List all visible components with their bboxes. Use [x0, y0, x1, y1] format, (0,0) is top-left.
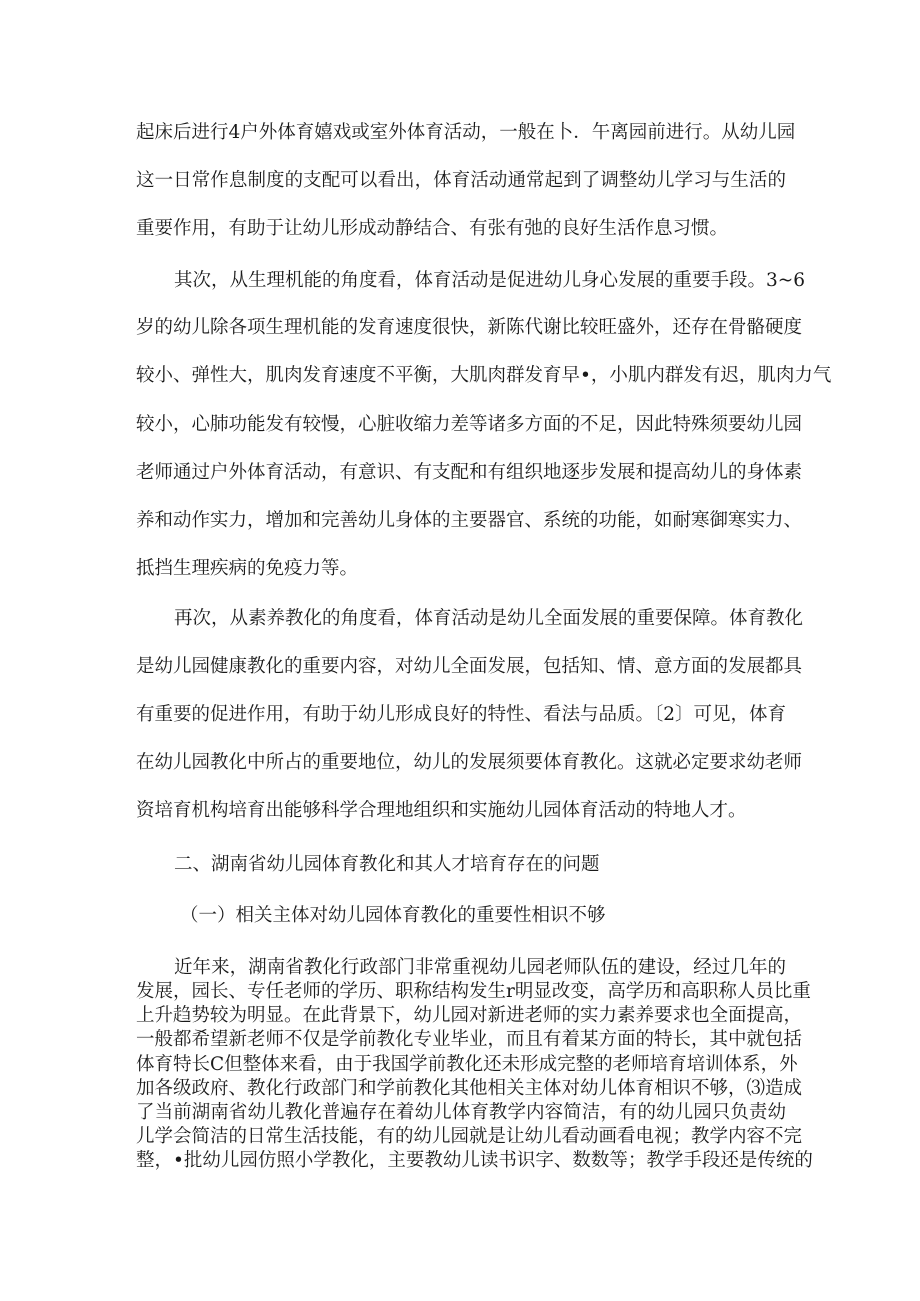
text-line: 资培育机构培育出能够科学合理地组织和实施幼儿园体育活动的特地人才。: [136, 800, 747, 821]
text-line: 上升趋势较为明显。在此背景下，幼儿园对新进老师的实力素养要求也全面提高，: [136, 1005, 803, 1026]
text-line: 养和动作实力，增加和完善幼儿身体的主要器官、系统的功能，如耐寒御寒实力、: [136, 510, 803, 531]
text-line: 起床后进行4户外体育嬉戏或室外体育活动，一般在卜．午离园前进行。从幼儿园: [136, 122, 796, 143]
section-heading: 二、湖南省幼儿园体育教化和其人才培育存在的问题: [174, 854, 600, 875]
text-line: 在幼儿园教化中所占的重要地位，幼儿的发展须要体育教化。这就必定要求幼老师: [136, 752, 803, 773]
text-line: 整，•批幼儿园仿照小学教化，主要教幼儿读书识字、数数等；教学手段还是传统的: [136, 1150, 813, 1171]
text-line: 了当前湖南省幼儿教化普遍存在着幼儿体育教学内容简洁，有的幼儿园只负责幼: [136, 1102, 786, 1123]
section-subheading: （一）相关主体对幼儿园体育教化的重要性相识不够: [180, 905, 606, 926]
text-line: 一般都希望新老师不仅是学前教化专业毕业，而且有着某方面的特长，其中就包括: [136, 1029, 803, 1050]
text-line: 较小，心肺功能发有较慢，心脏收缩力差等诸多方面的不足，因此特殊须要幼儿园: [136, 414, 803, 435]
text-line: 重要作用，有助于让幼儿形成动静结合、有张有弛的良好生活作息习惯。: [136, 218, 729, 239]
text-line: 岁的幼儿除各项生理机能的发育速度很快，新陈代谢比较旺盛外，还存在骨骼硬度: [136, 317, 803, 338]
text-line: 儿学会简洁的日常生活技能，有的幼儿园就是让幼儿看动画看电视；教学内容不完: [136, 1126, 803, 1147]
text-line: 老师通过户外体育活动，有意识、有支配和有组织地逐步发展和提高幼儿的身体素: [136, 462, 803, 483]
text-line: 体育特长C但整体来看，由于我国学前教化还未形成完整的老师培育培训体系，外: [136, 1054, 798, 1075]
text-line: 发展，园长、专任老师的学历、职称结构发生r明显改变，高学历和高职称人员比重: [136, 981, 811, 1002]
text-line: 再次，从素养教化的角度看，体育活动是幼儿全面发展的重要保障。体育教化: [174, 608, 804, 629]
text-line: 加各级政府、教化行政部门和学前教化其他相关主体对幼儿体育相识不够，⑶造成: [136, 1078, 803, 1099]
text-line: 抵挡生理疾病的免疫力等。: [136, 558, 359, 579]
text-line: 较小、弹性大，肌肉发育速度不平衡，大肌肉群发育早•，小肌内群发有迟，肌肉力气: [136, 365, 832, 386]
text-line: 其次，从生理机能的角度看，体育活动是促进幼儿身心发展的重要手段。3~6: [174, 270, 806, 291]
text-line: 是幼儿园健康教化的重要内容，对幼儿全面发展，包括知、情、意方面的发展都具: [136, 656, 803, 677]
text-line: 有重要的促进作用，有助于幼儿形成良好的特性、看法与品质。〔2〕可见，体育: [136, 704, 787, 725]
text-line: 这一日常作息制度的支配可以看出，体育活动通常起到了调整幼儿学习与生活的: [136, 170, 786, 191]
text-line: 近年来，湖南省教化行政部门非常重视幼儿园老师队伍的建设，经过几年的: [174, 957, 786, 978]
